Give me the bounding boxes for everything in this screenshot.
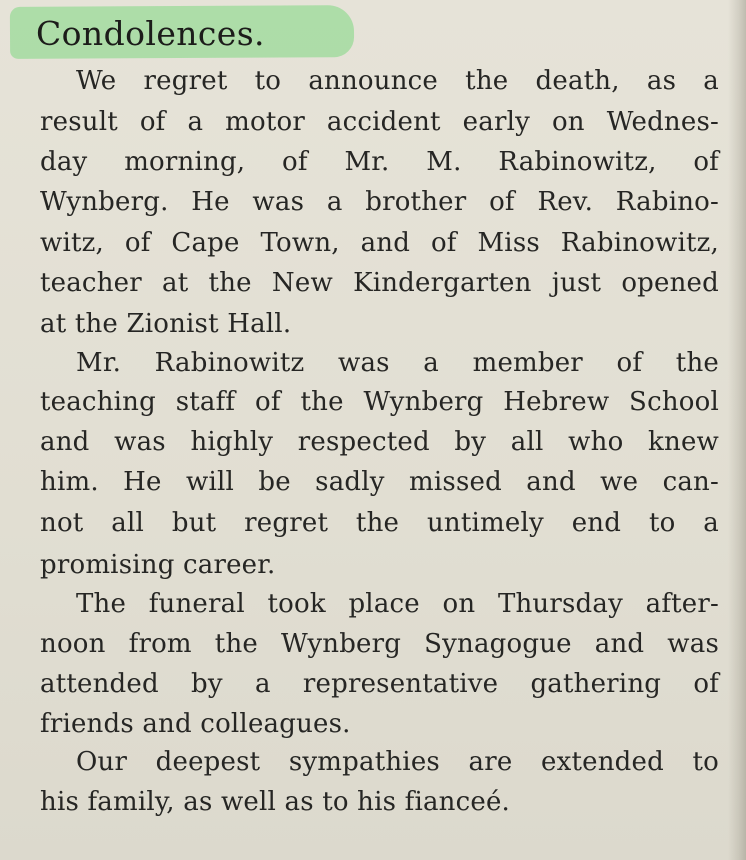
article-line: and was highly respected by all who knew	[40, 427, 719, 457]
article-line: at the Zionist Hall.	[40, 309, 292, 339]
article-line: not all but regret the untimely end to a	[40, 508, 719, 538]
article-line: We regret to announce the death, as a	[76, 66, 719, 96]
article-line: teacher at the New Kindergarten just opened	[40, 268, 719, 298]
article-line: him. He will be sadly missed and we can-	[40, 467, 719, 497]
article-line: Our deepest sympathies are extended to	[76, 747, 719, 777]
article-line: Mr. Rabinowitz was a member of the	[76, 348, 719, 378]
article-line: attended by a representative gathering of	[40, 669, 719, 699]
article-line: his family, as well as to his fianceé.	[40, 787, 511, 817]
article-line: witz, of Cape Town, and of Miss Rabinowitz,	[40, 228, 719, 258]
article-line: The funeral took place on Thursday after-	[76, 589, 719, 619]
article-line: friends and colleagues.	[40, 709, 351, 739]
article-line: day morning, of Mr. M. Rabinowitz, of	[40, 147, 719, 177]
article-line: result of a motor accident early on Wednes-	[40, 107, 719, 137]
article-title: Condolences.	[36, 14, 265, 53]
article-line: promising career.	[40, 550, 276, 580]
article-line: teaching staff of the Wynberg Hebrew School	[40, 387, 719, 417]
article-line: Wynberg. He was a brother of Rev. Rabino-	[40, 187, 719, 217]
article-line: noon from the Wynberg Synagogue and was	[40, 629, 719, 659]
paper-edge-shadow	[728, 0, 746, 860]
